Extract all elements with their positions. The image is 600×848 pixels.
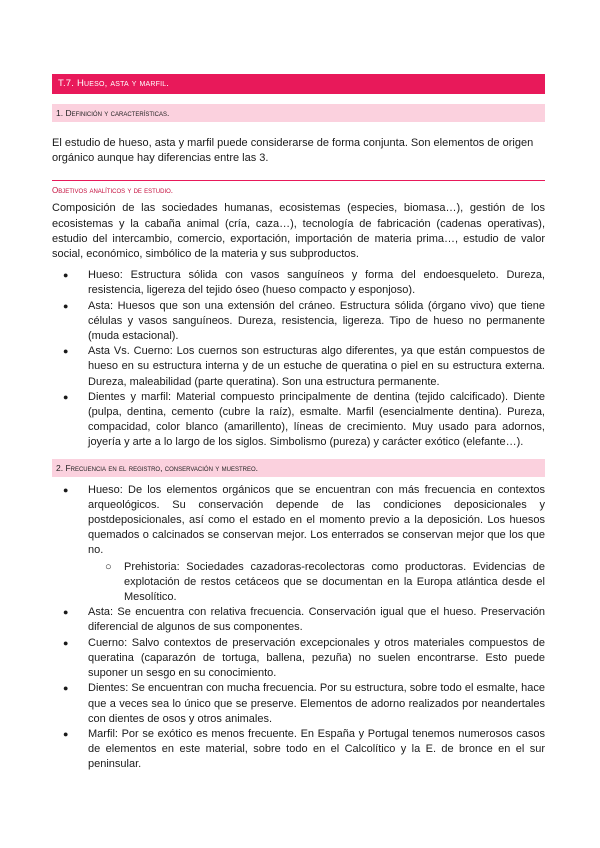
section1-heading: 1. Definición y características.: [52, 104, 545, 122]
list-item: [52, 344, 545, 390]
bullet-icon: ●: [63, 683, 69, 694]
section1-intro: El estudio de hueso, asta y marfil puede considerarse de forma conjunta. Son elementos de origen orgánico aunque hay diferencias entre las 3.: [52, 137, 534, 165]
bullet-icon: ●: [63, 391, 69, 402]
section1-bullet-list: [52, 268, 545, 450]
sub-bullet-icon: ○: [105, 560, 112, 573]
list-item-text: Asta: Huesos que son una extensión del cráneo. Estructura sólida (órgano vivo) que tiene células y vasos sanguíneos. Dureza, resistencia, ligereza. Tipo de hueso no permanente (muda estacional).: [88, 299, 545, 343]
section1-subheading: Objetivos analíticos y de estudio.: [52, 180, 545, 197]
list-item: [52, 299, 545, 345]
nested-list-item-text: Prehistoria: Sociedades cazadoras-recolectoras como productoras. Evidencias de explotación de restos cetáceos que se documentan en la Europa atlántica desde el Mesolítico.: [124, 560, 545, 604]
section2-bullet-list: [52, 483, 545, 773]
list-item-text: Marfil: Por se exótico es menos frecuente. En España y Portugal tenemos numerosos casos de elementos en este material, sobre todo en el Calcolítico y la E. de bronce en el sur peninsular.: [88, 727, 545, 771]
bullet-icon: ●: [63, 637, 69, 648]
section2-heading: 2. Frecuencia en el registro, conservación y muestreo.: [52, 459, 545, 477]
bullet-icon: ●: [63, 270, 69, 281]
bullet-icon: ●: [63, 607, 69, 618]
list-item-text: Hueso: De los elementos orgánicos que se encuentran con más frecuencia en contextos arqueológicos. Su conservación depende de las condiciones deposicionales y postdeposicionales, así como el estado en el momento previo a la deposición. Los huesos quemados o calcinados se conservan mejor. Los enterrados se conservan mejor que los que no.: [88, 483, 545, 557]
list-item: [52, 727, 545, 773]
nested-bullet-list: [88, 560, 545, 606]
list-item-text: Asta Vs. Cuerno: Los cuernos son estructuras algo diferentes, ya que están compuestos de hueso en su estructura interna y de un estuche de queratina o piel en su estructura externa. Dureza, maleabilidad (parte queratina). Son una estructura permanente.: [88, 345, 545, 388]
bullet-icon: ●: [63, 346, 69, 357]
list-item-text: Dientes y marfil: Material compuesto principalmente de dentina (tejido calcificado). Diente (pulpa, dentina, cemento (cubre la raíz), esmalte. Marfil (esencialmente dentina). Pureza, compacidad, color blanco (amarillento), líneas de crecimiento. Muy usado para adornos, joyería y arte a lo largo de los siglos. Simbolismo (pureza) y carácter exótico (elefante…).: [88, 390, 545, 449]
list-item-text: Dientes: Se encuentran con mucha frecuencia. Por su estructura, sobre todo el esmalte, hace que a veces sea lo único que se preserve. Elementos de adorno realizados por neandertales con dientes de osos y otros animales.: [88, 682, 545, 725]
bullet-icon: ●: [63, 484, 69, 495]
list-item: [52, 390, 545, 451]
bullet-icon: ●: [63, 300, 69, 311]
section1-paragraph: Composición de las sociedades humanas, ecosistemas (especies, biomasa…), gestión de los ecosistemas y la cabaña animal (cría, caza…), tecnología de fabricación (cadenas operativas), estudio del intercambio, comercio, exportación, importación de materia prima…, estudio de valor social, económico, simbólico de la materia y sus subproductos.: [52, 202, 545, 261]
document-page: [52, 74, 545, 773]
list-item: [52, 268, 545, 298]
list-item-text: Hueso: Estructura sólida con vasos sanguíneos y forma del endoesqueleto. Dureza, resistencia, ligereza del tejido óseo (hueso compacto y esponjoso).: [88, 269, 545, 297]
document-title: T.7. Hueso, asta y marfil.: [52, 74, 545, 94]
list-item: [52, 605, 545, 635]
list-item: [52, 483, 545, 606]
bullet-icon: ●: [63, 728, 69, 739]
list-item-text: Asta: Se encuentra con relativa frecuencia. Conservación igual que el hueso. Preservación diferencial de algunos de sus componentes.: [88, 606, 545, 634]
nested-list-item: [88, 560, 545, 606]
list-item: [52, 681, 545, 727]
list-item: [52, 636, 545, 682]
list-item-text: Cuerno: Salvo contextos de preservación excepcionales y otros materiales compuestos de queratina (caparazón de tortuga, ballena, pezuña) no suelen encontrarse. Esto puede suponer un sesgo en su conocimiento.: [88, 636, 545, 680]
